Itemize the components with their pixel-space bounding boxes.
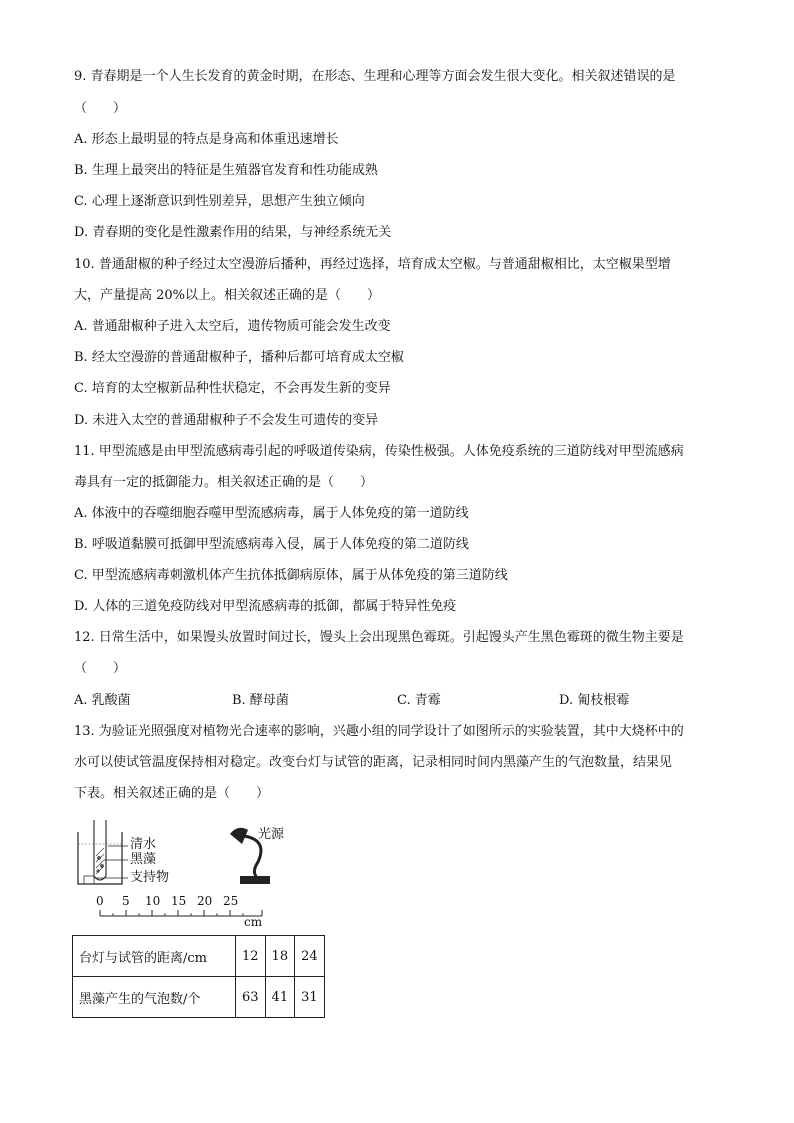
light-source-label: 光源 [258,827,285,842]
ruler-tick-15: 15 [171,894,187,908]
ruler-tick-0: 0 [96,894,104,908]
table-row-bubbles [73,977,325,1018]
q10-stem-line1: 10. 普通甜椒的种子经过太空漫游后播种，再经过选择，培育成太空椒。与普通甜椒相比，太空椒果型增 [74,257,671,272]
q10-option-b: B. 经太空漫游的普通甜椒种子，播种后都可培育成太空椒 [74,350,404,365]
q9-stem-line2: （ ） [74,101,127,116]
q9-option-b: B. 生理上最突出的特征是生殖器官发育和性功能成熟 [74,163,378,178]
q9-option-a: A. 形态上最明显的特点是身高和体重迅速增长 [74,132,339,147]
q12-stem-line2: （ ） [74,661,127,676]
support-icon [84,876,94,884]
q10-option-c: C. 培育的太空椒新品种性状稳定，不会再发生新的变异 [74,381,391,396]
ruler-tick-25: 25 [223,894,239,908]
q9-option-c: C. 心理上逐渐意识到性别差异，思想产生独立倾向 [74,194,365,209]
results-table [72,935,325,1018]
ruler-icon [100,910,262,916]
q13-stem-line3: 下表。相关叙述正确的是（ ） [74,786,270,801]
table-cell: 31 [295,977,325,1018]
test-tube-icon [94,820,106,880]
table-cell: 63 [236,977,266,1018]
ruler-unit: cm [244,915,263,929]
q12-option-d: D. 匍枝根霉 [559,693,630,708]
algae-icon [96,848,104,874]
q11-stem-line1: 11. 甲型流感是由甲型流感病毒引起的呼吸道传染病，传染性极强。人体免疫系统的三道防线对甲型流感病 [74,444,684,459]
q12-option-a: A. 乳酸菌 [74,693,131,708]
water-label: 清水 [130,837,157,852]
q11-option-c: C. 甲型流感病毒刺激机体产生抗体抵御病原体，属于从体免疫的第三道防线 [74,568,508,583]
q10-option-d: D. 未进入太空的普通甜椒种子不会发生可遗传的变异 [74,413,379,428]
table-cell: 41 [265,977,295,1018]
support-label: 支持物 [130,870,170,885]
table-cell: 18 [265,936,295,977]
table-header-distance: 台灯与试管的距离/cm [73,936,236,977]
ruler-tick-10: 10 [145,894,161,908]
q13-stem-line2: 水可以使试管温度保持相对稳定。改变台灯与试管的距离，记录相同时间内黑藻产生的气泡数量，结果见 [74,755,673,770]
q11-option-a: A. 体液中的吞噬细胞吞噬甲型流感病毒，属于人体免疫的第一道防线 [74,506,469,521]
algae-label: 黑藻 [130,852,157,867]
q12-option-b: B. 酵母菌 [232,693,289,708]
table-row-distance [73,936,325,977]
table-header-bubbles: 黑藻产生的气泡数/个 [73,977,236,1018]
table-cell: 12 [236,936,266,977]
q11-option-d: D. 人体的三道免疫防线对甲型流感病毒的抵御，都属于特异性免疫 [74,599,457,614]
q9-stem-line1: 9. 青春期是一个人生长发育的黄金时期，在形态、生理和心理等方面会发生很大变化。相关叙述错误的是 [74,69,676,84]
q13-stem-line1: 13. 为验证光照强度对植物光合速率的影响，兴趣小组的同学设计了如图所示的实验装置，其中大烧杯中的 [74,724,684,739]
q12-stem-line1: 12. 日常生活中，如果馒头放置时间过长，馒头上会出现黑色霉斑。引起馒头产生黑色霉斑的微生物主要是 [74,630,684,645]
q10-stem-line2: 大，产量提高 20%以上。相关叙述正确的是（ ） [74,288,381,303]
apparatus-figure [72,818,302,930]
q11-option-b: B. 呼吸道黏膜可抵御甲型流感病毒入侵，属于人体免疫的第二道防线 [74,537,469,552]
q9-option-d: D. 青春期的变化是性激素作用的结果，与神经系统无关 [74,225,392,240]
q11-stem-line2: 毒具有一定的抵御能力。相关叙述正确的是（ ） [74,475,374,490]
table-cell: 24 [295,936,325,977]
ruler-tick-5: 5 [122,894,130,908]
ruler-tick-20: 20 [197,894,213,908]
q10-option-a: A. 普通甜椒种子进入太空后，遗传物质可能会发生改变 [74,319,391,334]
q12-option-c: C. 青霉 [397,693,441,708]
